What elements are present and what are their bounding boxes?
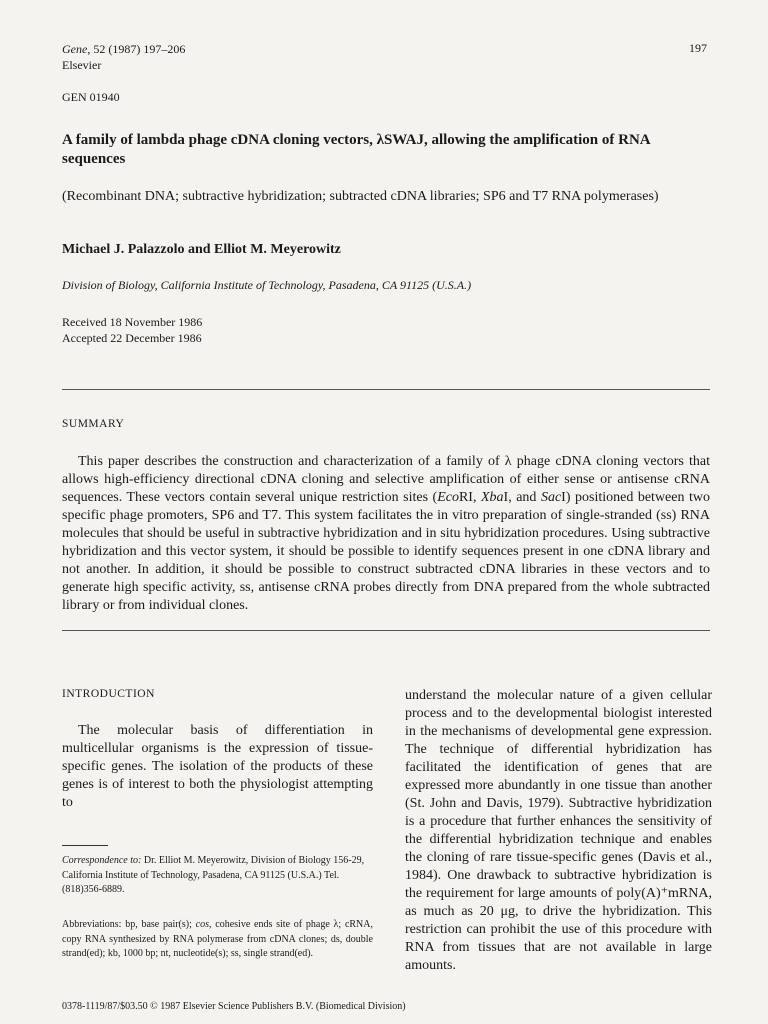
site-eco: Eco	[437, 490, 459, 505]
site-sac: Sac	[540, 490, 562, 505]
abbreviations-footnote	[62, 918, 373, 962]
correspondence-label: Correspondence to:	[62, 855, 142, 866]
footnote-rule	[62, 845, 108, 846]
introduction-col2: understand the molecular nature of a given cellular process and to the developmental biologist interested in the mechanisms of developmental gene expression. The technique of differential hybridization has facilitated the identification of genes that are expressed more abundantly in one tissue than another (St. John and Davis, 1979). Subtractive hybridization is a procedure that further enhances the sensitivity of the differential hybridization technique and enables the cloning of rare tissue-specific genes (Davis et al., 1984). One drawback to subtractive hybridization is the requirement for large amounts of poly(A)⁺mRNA, as much as 20 μg, to drive the hybridization. This restriction can prohibit the use of this procedure with RNA from tissues that are not available in large amounts.	[405, 688, 712, 973]
abbrev-part-a: Abbreviations: bp, base pair(s);	[62, 919, 196, 930]
affiliation: Division of Biology, California Institute of Technology, Pasadena, CA 91125 (U.S.A.)	[62, 278, 472, 292]
introduction-col1: The molecular basis of differentiation in multicellular organisms is the expression of tissue-specific genes. The isolation of the products of these genes is of interest to both the physiologist attempting to	[62, 723, 373, 810]
site-xba: Xba	[480, 490, 504, 505]
page-number: 197	[689, 41, 707, 55]
authors: Michael J. Palazzolo and Elliot M. Meyerowitz	[62, 242, 341, 257]
copyright-line: 0378-1119/87/$03.50 © 1987 Elsevier Science Publishers B.V. (Biomedical Division)	[62, 1001, 406, 1012]
summary-part-1: This paper describes the construction and characterization of a family of λ phage cDNA cloning vectors that allows high-efficiency directional cDNA cloning and selective amplification of either sense or antisense cRNA sequences. These vectors contain several unique restriction sites (	[62, 454, 710, 505]
divider-top	[62, 389, 710, 390]
summary-part-2: I) positioned between two specific phage promoters, SP6 and T7. This system facilitates the in vitro preparation of single-stranded (ss) RNA molecules that should be useful in subtractive hybridization and in situ hybridization procedures. Using subtractive hybridization and this vector system, it should be possible to identify sequences present in one cDNA library and not another. In addition, it should be possible to construct subtracted cDNA libraries in these vectors and to generate high specific activity, ss, antisense cRNA probes directly from DNA prepared from the whole subtracted library or from individual clones.	[62, 490, 710, 613]
article-title: A family of lambda phage cDNA cloning vectors, λSWAJ, allowing the amplification of RNA sequences	[62, 132, 650, 167]
abbrev-cos: cos	[195, 919, 210, 930]
article-dates	[62, 314, 202, 346]
correspondence-footnote	[62, 854, 373, 898]
summary-part-1b: RI,	[458, 490, 481, 505]
article-code: GEN 01940	[62, 90, 120, 104]
divider-bottom	[62, 630, 710, 631]
summary-part-2b: I, and	[503, 490, 541, 505]
introduction-heading: INTRODUCTION	[62, 688, 155, 700]
received-date: Received 18 November 1986	[62, 315, 203, 329]
journal-volume-pages: , 52 (1987) 197–206	[87, 42, 186, 56]
keywords: (Recombinant DNA; subtractive hybridization; subtracted cDNA libraries; SP6 and T7 RNA polymerases)	[62, 189, 659, 204]
correspondence-text: Dr. Elliot M. Meyerowitz, Division of Biology 156-29, California Institute of Technology, Pasadena, CA 91125 (U.S.A.) Tel. (818)356-6889.	[62, 855, 365, 895]
publisher: Elsevier	[62, 58, 102, 72]
abbrev-part-b: , cohesive ends site of phage λ; cRNA, copy RNA synthesized by RNA polymerase from cDNA clones; ds, double strand(ed); kb, 1000 bp; nt, nucleotide(s); ss, single strand(ed).	[62, 919, 373, 959]
journal-citation	[62, 41, 185, 73]
summary-heading: SUMMARY	[62, 418, 125, 430]
journal-name: Gene	[62, 42, 88, 56]
accepted-date: Accepted 22 December 1986	[62, 331, 202, 345]
summary-text	[62, 453, 710, 615]
